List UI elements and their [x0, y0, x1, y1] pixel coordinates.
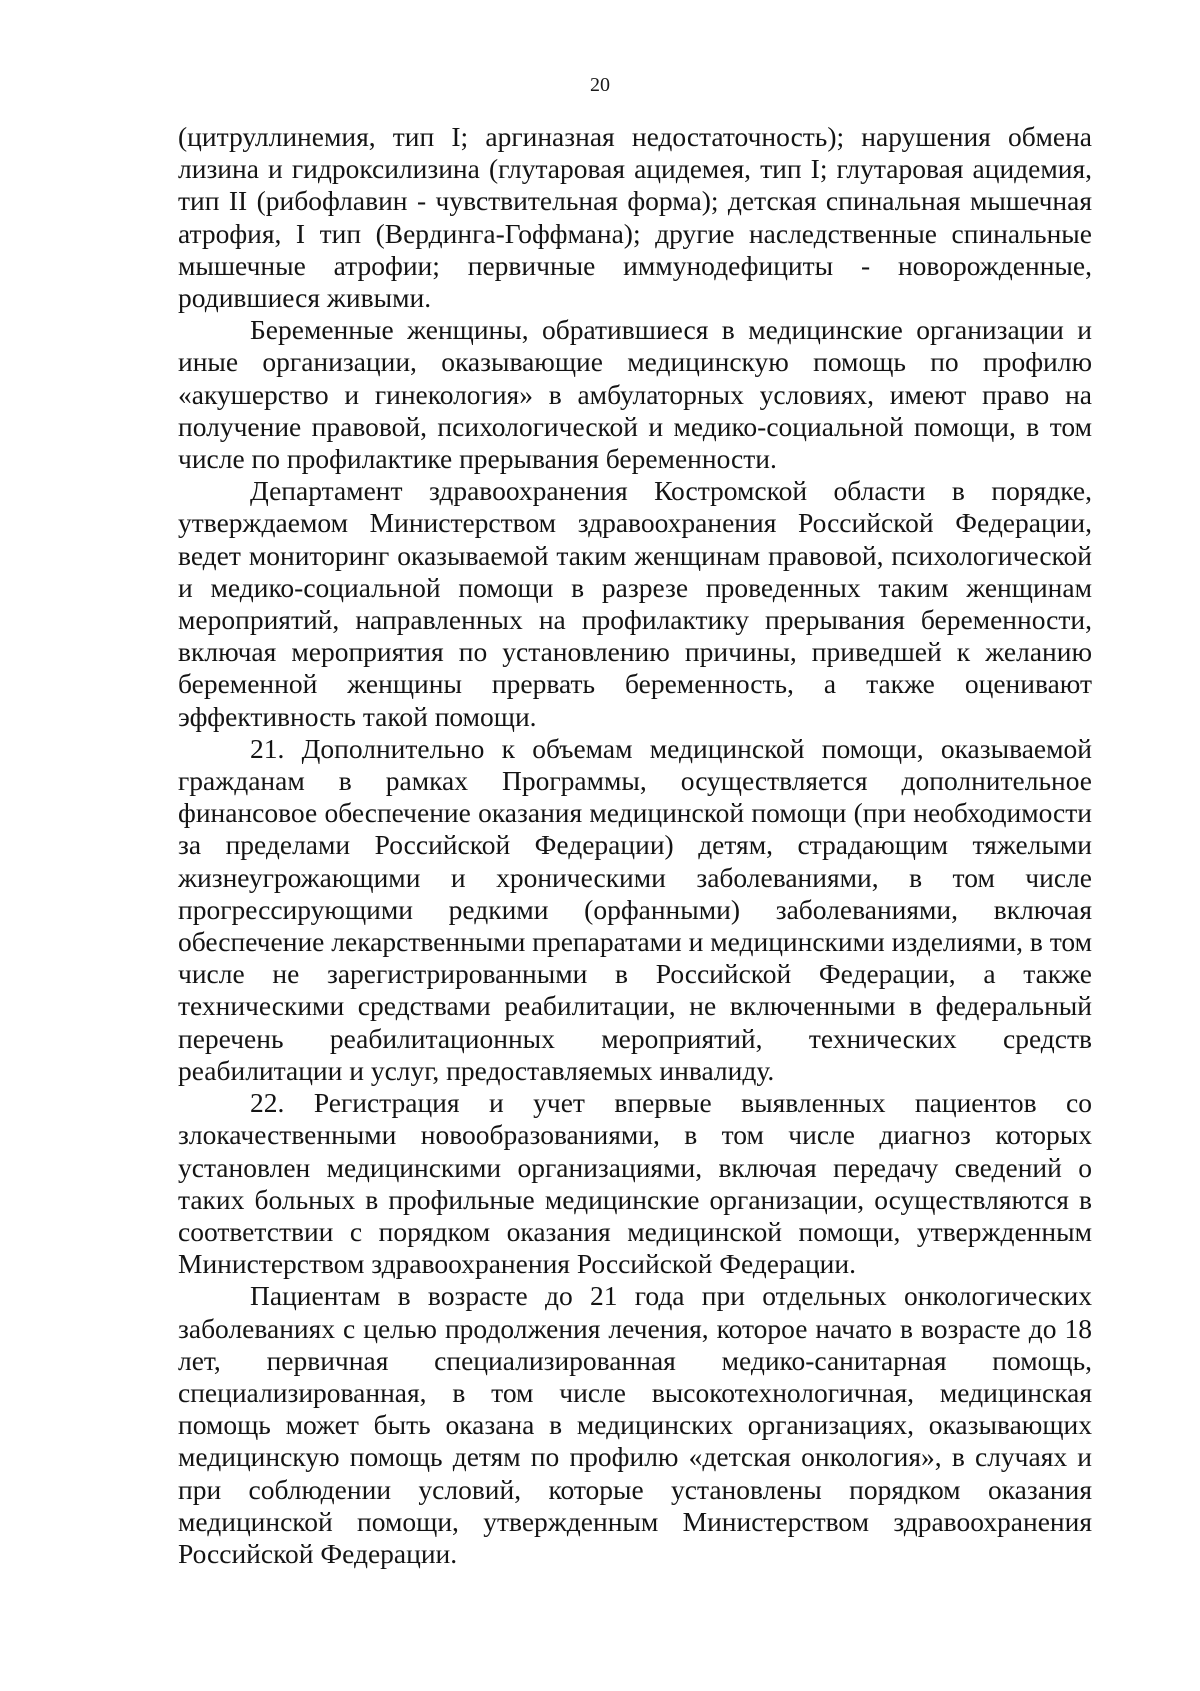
- paragraph-department-monitoring: Департамент здравоохранения Костромской области в порядке, утверждаемом Министерством здравоохранения Российской Федерации, ведет мониторинг оказываемой таким женщинам правовой, психологической и медико-социальной помощи в разрезе проведенных таким женщинам мероприятий, направленных на профилактику прерывания беременности, включая мероприятия по установлению причины, приведшей к желанию беременной женщины прервать беременность, а также оценивают эффективность такой помощи.: [178, 475, 1092, 732]
- paragraph-oncology-patients: Пациентам в возрасте до 21 года при отдельных онкологических заболеваниях с целью продолжения лечения, которое начато в возрасте до 18 лет, первичная специализированная медико-санитарная помощь, специализированная, в том числе высокотехнологичная, медицинская помощь может быть оказана в медицинских организациях, оказывающих медицинскую помощь детям по профилю «детская онкология», в случаях и при соблюдении условий, которые установлены порядком оказания медицинской помощи, утвержденным Министерством здравоохранения Российской Федерации.: [178, 1280, 1092, 1569]
- paragraph-item-21: 21. Дополнительно к объемам медицинской помощи, оказываемой гражданам в рамках Программы, осуществляется дополнительное финансовое обеспечение оказания медицинской помощи (при необходимости за пределами Российской Федерации) детям, страдающим тяжелыми жизнеугрожающими и хроническими заболеваниями, в том числе прогрессирующими редкими (орфанными) заболеваниями, включая обеспечение лекарственными препаратами и медицинскими изделиями, в том числе не зарегистрированными в Российской Федерации, а также техническими средствами реабилитации, не включенными в федеральный перечень реабилитационных мероприятий, технических средств реабилитации и услуг, предоставляемых инвалиду.: [178, 732, 1092, 1086]
- paragraph-continuation: (цитруллинемия, тип I; аргиназная недостаточность); нарушения обмена лизина и гидроксилизина (глутаровая ацидемея, тип I; глутаровая ацидемия, тип II (рибофлавин - чувствительная форма); детская спинальная мышечная атрофия, I тип (Вердинга-Гоффмана); другие наследственные спинальные мышечные атрофии; первичные иммунодефициты - новорожденные, родившиеся живыми.: [178, 121, 1092, 314]
- document-body: [178, 121, 1092, 1570]
- paragraph-item-22: 22. Регистрация и учет впервые выявленных пациентов со злокачественными новообразованиями, в том числе диагноз которых установлен медицинскими организациями, включая передачу сведений о таких больных в профильные медицинские организации, осуществляются в соответствии с порядком оказания медицинской помощи, утвержденным Министерством здравоохранения Российской Федерации.: [178, 1087, 1092, 1280]
- paragraph-pregnant-women: Беременные женщины, обратившиеся в медицинские организации и иные организации, оказывающие медицинскую помощь по профилю «акушерство и гинекология» в амбулаторных условиях, имеют право на получение правовой, психологической и медико-социальной помощи, в том числе по профилактике прерывания беременности.: [178, 314, 1092, 475]
- page-number: 20: [590, 74, 610, 96]
